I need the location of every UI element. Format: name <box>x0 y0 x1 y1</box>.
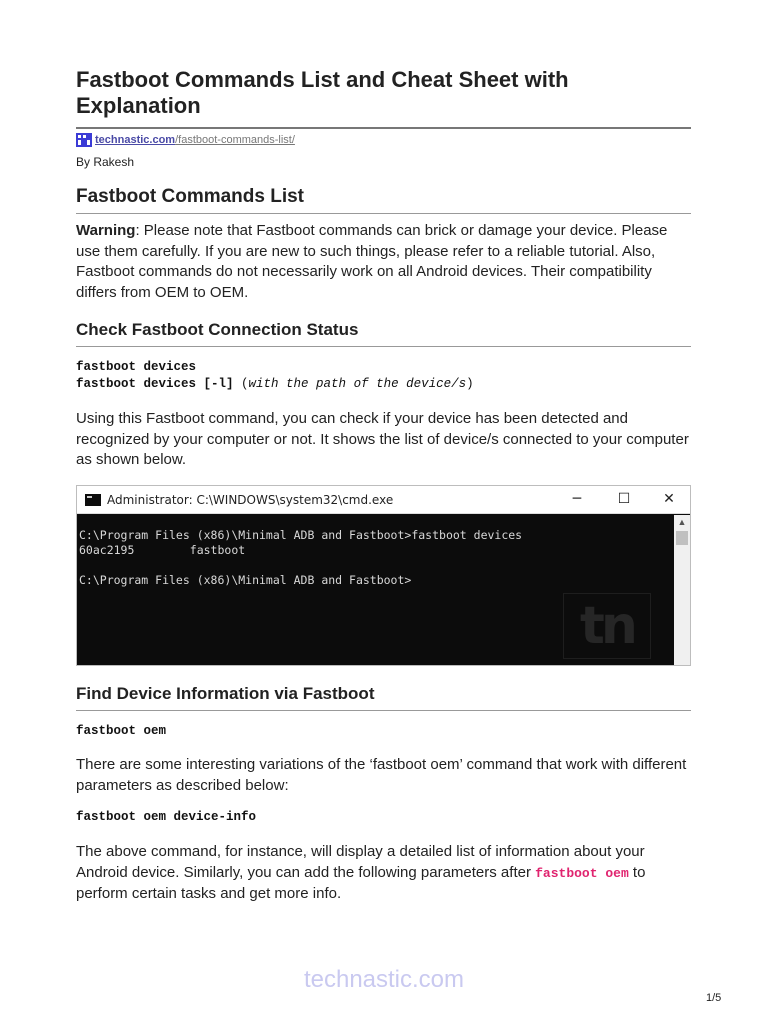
oem-variations-paragraph: There are some interesting variations of the ‘fastboot oem’ command that work with different parameters as described below: <box>76 756 687 794</box>
warning-paragraph <box>76 221 691 303</box>
heading-check-status: Check Fastboot Connection Status <box>76 320 359 339</box>
warning-label: Warning <box>76 222 136 239</box>
code-fastboot-devices: fastboot devices <box>76 360 197 374</box>
code-fastboot-oem-device-info: fastboot oem device-info <box>76 810 257 824</box>
cmd-title: Administrator: C:\WINDOWS\system32\cmd.exe <box>107 492 394 507</box>
inline-code-fastboot-oem: fastboot oem <box>535 865 629 881</box>
page-number: 1/5 <box>706 992 722 1004</box>
cmd-line <box>79 558 675 573</box>
heading-commands-list: Fastboot Commands List <box>76 186 305 207</box>
section-divider <box>76 710 691 711</box>
warning-text: : Please note that Fastboot commands can brick or damage your device. Please use them carefully. If you are new to such things, please refer to a reliable tutorial. Also, Fastboot commands do not necessarily work on all Android devices. Their compatibility differs from OEM to OEM. <box>76 222 668 301</box>
source-link[interactable] <box>95 133 295 147</box>
scroll-up-icon: ▲ <box>677 517 687 527</box>
cmd-icon <box>85 494 101 506</box>
scroll-thumb <box>676 531 688 545</box>
source-path: /fastboot-commands-list/ <box>175 134 295 146</box>
cmd-line: C:\Program Files (x86)\Minimal ADB and Fastboot>fastboot devices <box>79 528 523 542</box>
byline: By Rakesh <box>76 155 135 169</box>
minimize-icon: ─ <box>572 491 582 507</box>
code-note: with the path of the device/s <box>248 377 467 391</box>
technastic-logo <box>563 593 651 659</box>
check-paragraph: Using this Fastboot command, you can check if your device has been detected and recognized by your computer or not. It shows the list of device/s connected to your computer as shown below. <box>76 410 689 468</box>
source-domain: technastic.com <box>95 134 176 146</box>
site-favicon-icon <box>76 133 92 147</box>
cmd-line: 60ac2195 fastboot <box>79 543 246 557</box>
cmd-output <box>77 515 675 666</box>
title-divider <box>76 127 691 129</box>
section-divider <box>76 346 691 347</box>
heading-find-device-info: Find Device Information via Fastboot <box>76 684 375 703</box>
article-title: Fastboot Commands List and Cheat Sheet with Explanation <box>76 67 569 118</box>
cmd-line: C:\Program Files (x86)\Minimal ADB and Fastboot> <box>79 573 412 587</box>
watermark: technastic.com <box>303 966 465 993</box>
code-fastboot-devices-l: fastboot devices [-l] (with the path of the device/s) <box>76 377 474 391</box>
code-fastboot-oem: fastboot oem <box>76 724 167 738</box>
code-command: fastboot devices [-l] <box>76 377 234 391</box>
cmd-titlebar <box>77 486 690 514</box>
close-icon: ✕ <box>663 491 675 507</box>
logo-text: tn <box>580 596 634 656</box>
section-divider <box>76 213 691 214</box>
maximize-icon: ☐ <box>617 491 631 507</box>
source-link-row <box>76 133 295 147</box>
cmd-window-screenshot <box>76 485 691 666</box>
cmd-scrollbar <box>674 515 690 666</box>
device-info-paragraph: The above command, for instance, will display a detailed list of information about your Android device. Similarly, you can add the following parameters after fastboot oem to perform certain tasks and get more info. <box>76 843 646 902</box>
